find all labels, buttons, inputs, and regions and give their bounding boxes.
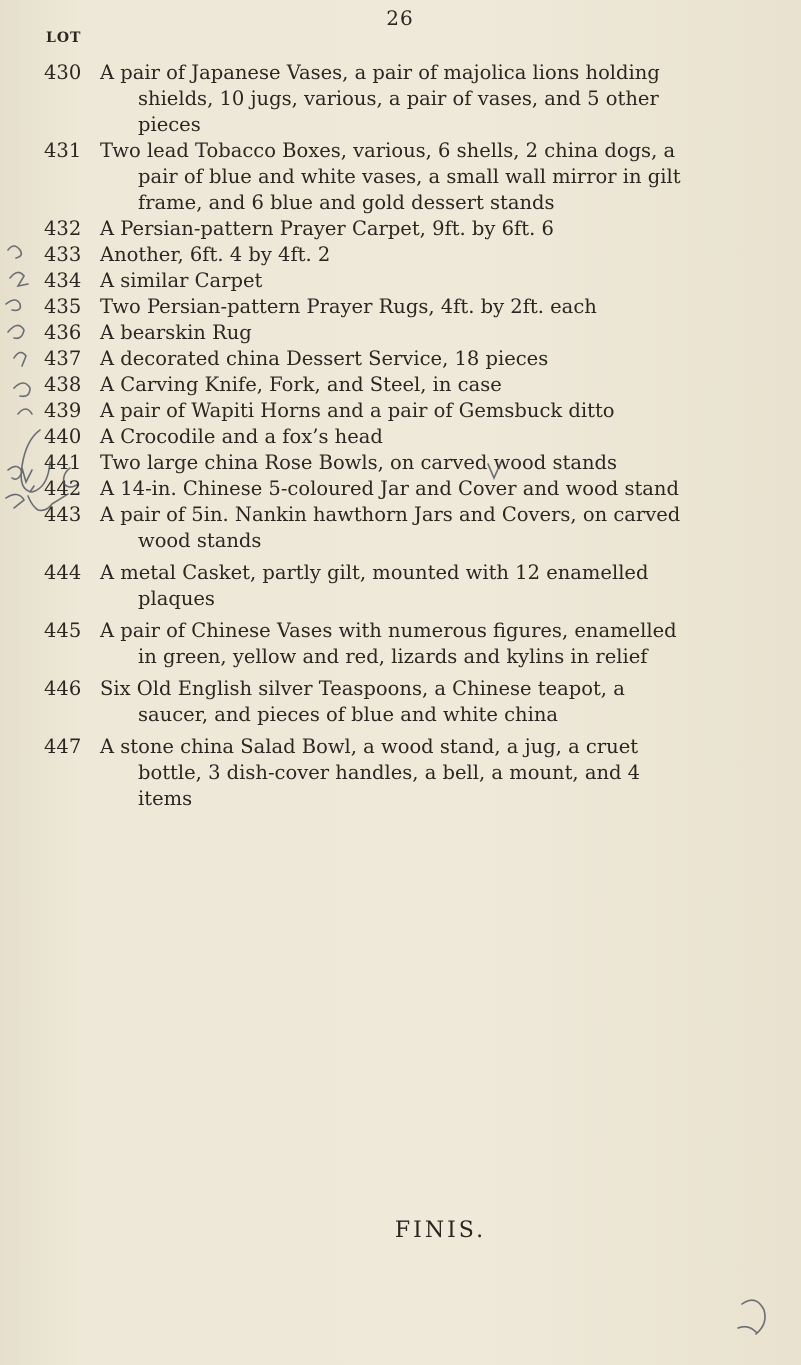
lot-description — [100, 734, 785, 812]
pencil-mark — [30, 486, 34, 492]
lot-description — [100, 618, 785, 670]
lot-desc-line: A pair of Japanese Vases, a pair of majolica lions holding — [100, 61, 660, 84]
lot-number: 442 — [44, 477, 82, 500]
lot-number: 434 — [44, 269, 82, 292]
lot-number: 435 — [44, 295, 82, 318]
lot-number: 436 — [44, 321, 82, 344]
lot-description — [100, 676, 785, 728]
lot-description: Two Persian-pattern Prayer Rugs, 4ft. by 2ft. each — [100, 295, 597, 318]
lot-desc-line: wood stands — [138, 529, 262, 552]
lot-number: 438 — [44, 373, 82, 396]
lot-number: 437 — [44, 347, 82, 370]
lot-description — [100, 502, 785, 554]
pencil-mark — [22, 468, 32, 482]
lot-desc-line: plaques — [138, 587, 215, 610]
pencil-mark — [6, 300, 20, 310]
page-number: 26 — [386, 6, 414, 30]
lot-description: A Persian-pattern Prayer Carpet, 9ft. by 6ft. 6 — [100, 217, 554, 240]
lot-description: A bearskin Rug — [100, 321, 252, 344]
lot-desc-line: pieces — [138, 113, 201, 136]
lot-desc-line: in green, yellow and red, lizards and kylins in relief — [138, 645, 648, 668]
lot-desc-line: A stone china Salad Bowl, a wood stand, a jug, a cruet — [100, 735, 639, 758]
lot-desc-line: pair of blue and white vases, a small wall mirror in gilt — [138, 165, 681, 188]
lot-description — [100, 560, 785, 612]
lot-description: Two large china Rose Bowls, on carved wood stands — [100, 451, 617, 474]
pencil-mark — [738, 1327, 756, 1332]
pencil-mark — [8, 325, 24, 338]
pencil-mark — [6, 494, 24, 508]
lot-number: 443 — [44, 503, 82, 526]
lot-description: A similar Carpet — [100, 269, 263, 292]
lot-desc-line: A pair of 5in. Nankin hawthorn Jars and Covers, on carved — [100, 503, 681, 526]
lot-description: A decorated china Dessert Service, 18 pieces — [100, 347, 549, 370]
lot-description — [100, 60, 785, 138]
lot-desc-line: A metal Casket, partly gilt, mounted with 12 enamelled — [100, 561, 649, 584]
lot-description: A 14-in. Chinese 5-coloured Jar and Cover and wood stand — [100, 477, 679, 500]
lot-number: 430 — [44, 61, 82, 84]
finis-text: FINIS. — [394, 1218, 487, 1243]
lot-desc-line: Two lead Tobacco Boxes, various, 6 shells, 2 china dogs, a — [100, 139, 676, 162]
lot-description — [100, 138, 785, 216]
pencil-mark — [14, 352, 26, 366]
lot-description: A pair of Wapiti Horns and a pair of Gemsbuck ditto — [100, 399, 615, 422]
pencil-mark — [18, 409, 32, 414]
lot-number: 444 — [44, 561, 82, 584]
lot-desc-line: frame, and 6 blue and gold dessert stands — [138, 191, 555, 214]
lot-desc-line: Six Old English silver Teaspoons, a Chinese teapot, a — [100, 677, 625, 700]
pencil-mark — [8, 466, 22, 479]
lot-number: 432 — [44, 217, 82, 240]
lot-description: Another, 6ft. 4 by 4ft. 2 — [100, 243, 331, 266]
lot-number: 439 — [44, 399, 82, 422]
lot-number: 446 — [44, 677, 82, 700]
lot-column-heading: LOT — [46, 30, 82, 46]
lot-desc-line: saucer, and pieces of blue and white china — [138, 703, 559, 726]
pencil-mark — [14, 383, 30, 396]
lot-number: 445 — [44, 619, 82, 642]
lot-number: 431 — [44, 139, 82, 162]
lot-desc-line: items — [138, 787, 193, 810]
lot-number: 441 — [44, 451, 82, 474]
pencil-mark — [10, 272, 28, 286]
lot-number: 433 — [44, 243, 82, 266]
lot-number: 440 — [44, 425, 82, 448]
lot-number: 447 — [44, 735, 82, 758]
lot-desc-line: shields, 10 jugs, various, a pair of vases, and 5 other — [138, 87, 659, 110]
lot-desc-line: A pair of Chinese Vases with numerous figures, enamelled — [100, 619, 677, 642]
lot-desc-line: bottle, 3 dish-cover handles, a bell, a mount, and 4 — [138, 761, 641, 784]
lot-description: A Crocodile and a fox’s head — [100, 425, 383, 448]
lot-description: A Carving Knife, Fork, and Steel, in case — [100, 373, 502, 396]
pencil-mark — [742, 1300, 765, 1334]
pencil-mark — [8, 246, 21, 258]
